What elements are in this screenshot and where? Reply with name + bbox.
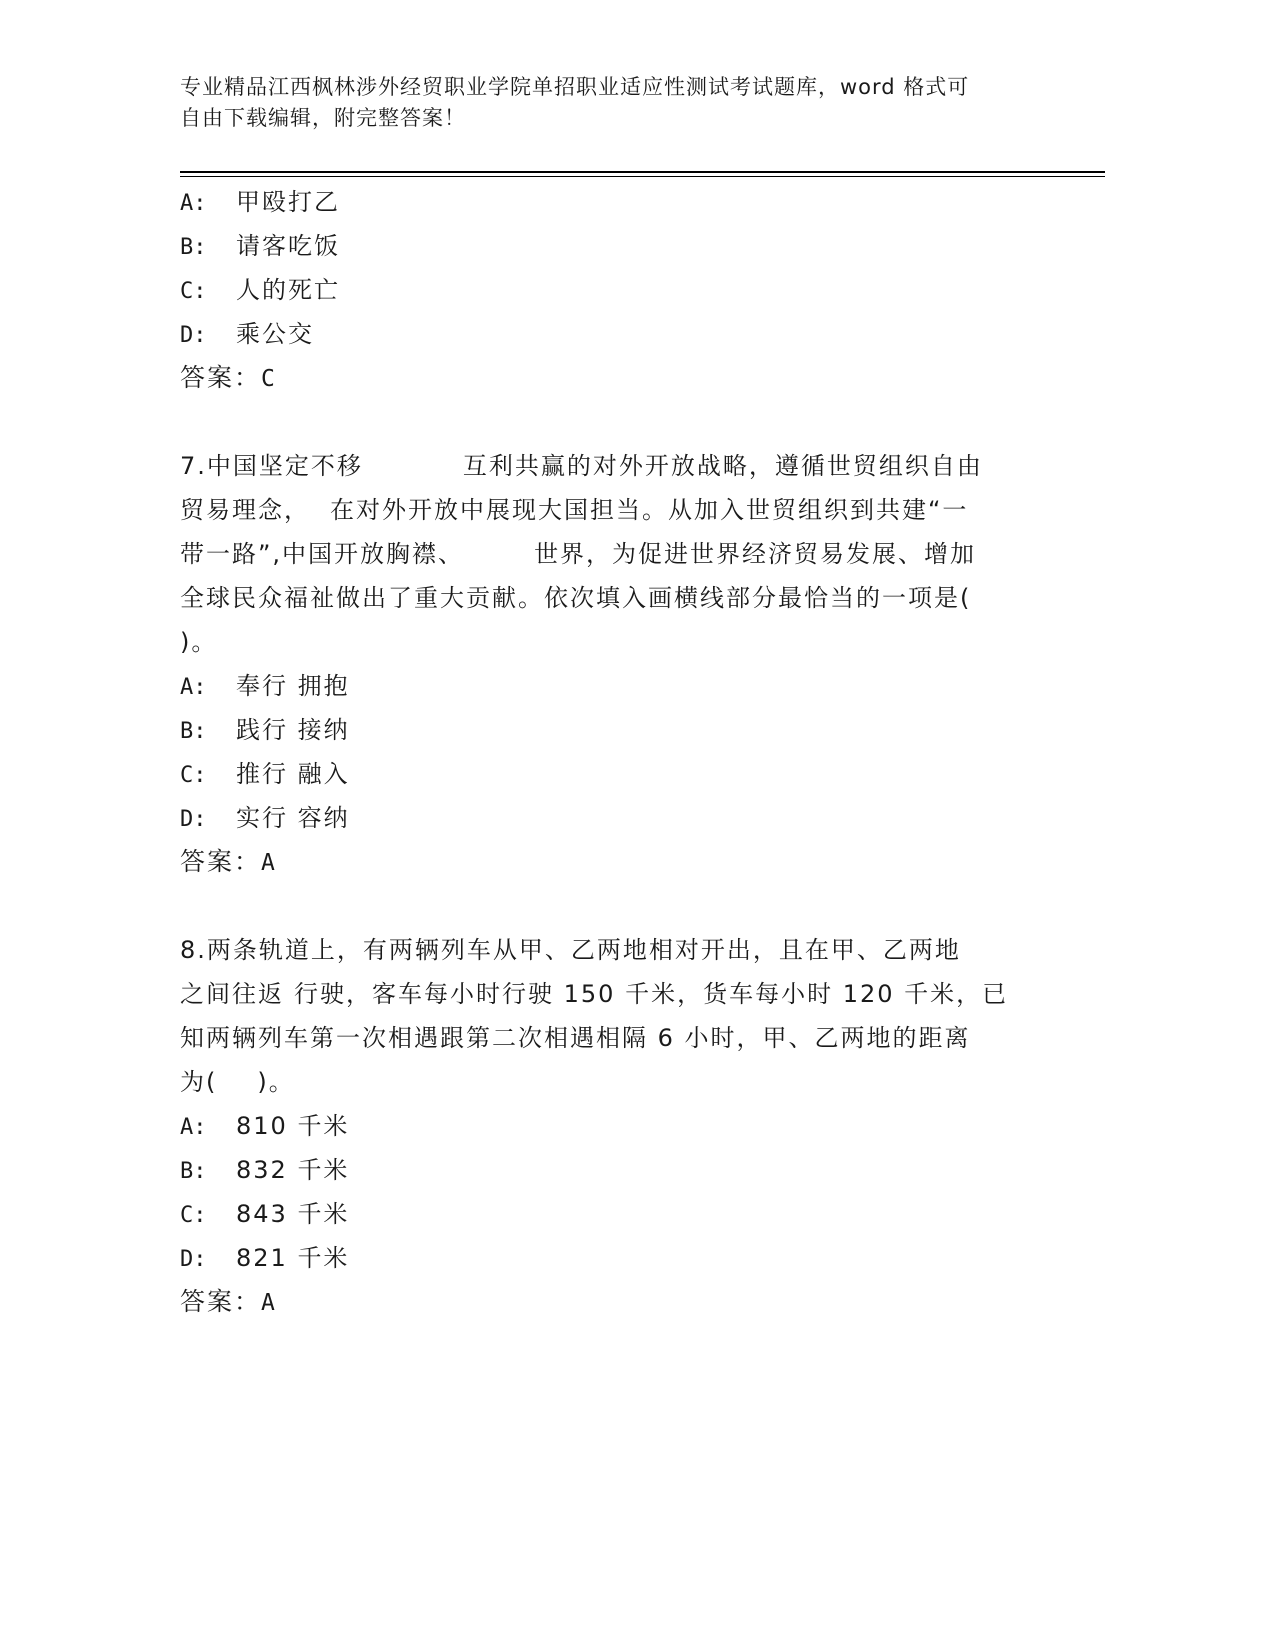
answer-value: C <box>261 366 277 392</box>
option-letter: A: <box>180 675 207 700</box>
document-content <box>180 180 1040 1324</box>
option-a <box>180 180 1040 224</box>
option-text: 践行 接纳 <box>236 716 350 744</box>
stem-text: 在对外开放中展现大国担当。从加入世贸组织到共建“一 <box>330 496 969 524</box>
question-stem-line <box>180 972 1040 1016</box>
answer-value: A <box>261 1290 277 1316</box>
answer-line <box>180 840 1040 884</box>
question-stem-line: 8.两条轨道上，有两辆列车从甲、乙两地相对开出，且在甲、乙两地 <box>180 936 961 964</box>
option-text: 推行 融入 <box>236 760 350 788</box>
option-b <box>180 708 1040 752</box>
option-text: 人的死亡 <box>236 276 340 304</box>
question-stem-line <box>180 444 1040 488</box>
option-letter: A: <box>180 1115 207 1140</box>
question-7 <box>180 444 1040 884</box>
option-text: 832 千米 <box>236 1156 350 1184</box>
answer-label: 答案： <box>180 363 262 392</box>
option-letter: C: <box>180 1203 207 1228</box>
question-stem-line: 知两辆列车第一次相遇跟第二次相遇相隔 6 小时，甲、乙两地的距离 <box>180 1024 971 1052</box>
option-text: 821 千米 <box>236 1244 350 1272</box>
answer-line <box>180 1280 1040 1324</box>
option-letter: D: <box>180 323 207 348</box>
option-b <box>180 224 1040 268</box>
spacer <box>180 884 1040 928</box>
option-text: 甲殴打乙 <box>236 188 340 216</box>
option-text: 奉行 拥抱 <box>236 672 350 700</box>
option-letter: C: <box>180 763 207 788</box>
option-letter: A: <box>180 191 207 216</box>
option-letter: B: <box>180 235 207 260</box>
option-c <box>180 268 1040 312</box>
option-d <box>180 312 1040 356</box>
stem-text: 行驶，客车每小时行驶 150 千米，货车每小时 120 千米，已 <box>294 980 1009 1008</box>
option-letter: B: <box>180 1159 207 1184</box>
option-letter: D: <box>180 1247 207 1272</box>
option-c <box>180 1192 1040 1236</box>
stem-text: 互利共赢的对外开放战略，遵循世贸组织自由 <box>462 452 983 480</box>
stem-text: 为( <box>180 1068 218 1096</box>
header-line-2: 自由下载编辑，附完整答案！ <box>180 106 466 130</box>
question-8 <box>180 928 1040 1324</box>
option-text: 实行 容纳 <box>236 804 350 832</box>
stem-text: 贸易理念， <box>180 496 310 524</box>
header-line-1: 专业精品江西枫林涉外经贸职业学院单招职业适应性测试考试题库，word 格式可 <box>180 75 970 99</box>
option-text: 843 千米 <box>236 1200 350 1228</box>
option-text: 请客吃饭 <box>236 232 340 260</box>
stem-text: 世界，为促进世界经济贸易发展、增加 <box>534 540 977 568</box>
page-header <box>180 72 1040 134</box>
option-text: 乘公交 <box>236 320 314 348</box>
stem-text: 之间往返 <box>180 980 284 1008</box>
header-rule-thick <box>180 171 1105 173</box>
question-6-options <box>180 180 1040 400</box>
option-letter: C: <box>180 279 207 304</box>
stem-text: 带一路”,中国开放胸襟、 <box>180 540 465 568</box>
question-stem-line <box>180 1060 1040 1104</box>
question-stem-line <box>180 488 1040 532</box>
option-letter: D: <box>180 807 207 832</box>
option-d <box>180 796 1040 840</box>
option-letter: B: <box>180 719 207 744</box>
option-a <box>180 664 1040 708</box>
question-stem-line: 全球民众福祉做出了重大贡献。依次填入画横线部分最恰当的一项是( <box>180 584 972 612</box>
answer-label: 答案： <box>180 1287 262 1316</box>
answer-label: 答案： <box>180 847 262 876</box>
stem-text: )。 <box>257 1068 295 1096</box>
header-rule-thin <box>180 176 1105 177</box>
answer-value: A <box>261 850 277 876</box>
option-text: 810 千米 <box>236 1112 350 1140</box>
spacer <box>180 400 1040 444</box>
option-a <box>180 1104 1040 1148</box>
option-b <box>180 1148 1040 1192</box>
answer-line <box>180 356 1040 400</box>
stem-text: 7.中国坚定不移 <box>180 452 363 480</box>
option-c <box>180 752 1040 796</box>
question-stem-line: )。 <box>180 628 218 656</box>
option-d <box>180 1236 1040 1280</box>
question-stem-line <box>180 532 1040 576</box>
